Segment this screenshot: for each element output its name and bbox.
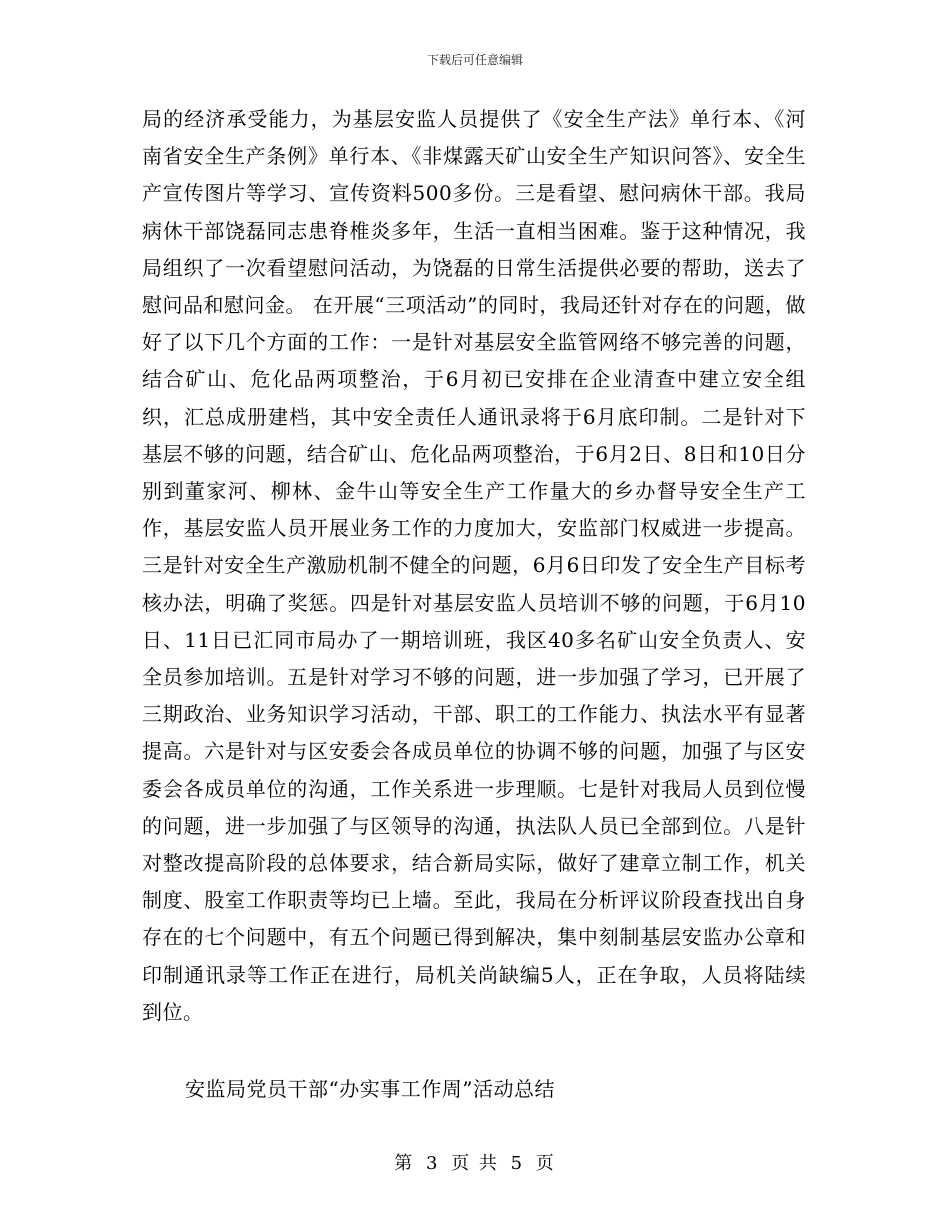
article-title: 安监局党员干部“办实事工作周”活动总结 [185,1077,555,1101]
footer-current-page: 3 [425,1153,440,1174]
page-number-footer [0,1152,950,1176]
footer-total-pages: 5 [510,1153,525,1174]
footer-prefix: 第 [394,1153,415,1174]
footer-middle: 页 共 [451,1153,499,1174]
body-paragraph: 局的经济承受能力，为基层安监人员提供了《安全生产法》单行本、《河南省安全生产条例》单行本、《非煤露天矿山安全生产知识问答》、安全生产宣传图片等学习、宣传资料500多份。三是看望、慰问病休干部。我局病休干部饶磊同志患脊椎炎多年，生活一直相当困难。鉴于这种情况，我局组织了一次看望慰问活动，为饶磊的日常生活提供必要的帮助，送去了慰问品和慰问金。 在开展“三项活动”的同时，我局还针对存在的问题，做好了以下几个方面的工作：一是针对基层安全监管网络不够完善的问题，结合矿山、危化品两项整治，于6月初已安排在企业清查中建立安全组织，汇总成册建档，其中安全责任人通讯录将于6月底印制。二是针对下基层不够的问题，结合矿山、危化品两项整治，于6月2日、8日和10日分别到董家河、柳林、金牛山等安全生产工作量大的乡办督导安全生产工作，基层安监人员开展业务工作的力度加大，安监部门权威进一步提高。三是针对安全生产激励机制不健全的问题，6月6日印发了安全生产目标考核办法，明确了奖惩。四是针对基层安监人员培训不够的问题，于6月10日、11日已汇同市局办了一期培训班，我区40多名矿山安全负责人、安全员参加培训。五是针对学习不够的问题，进一步加强了学习，已开展了三期政治、业务知识学习活动，干部、职工的工作能力、执法水平有显著提高。六是针对与区安委会各成员单位的协调不够的问题，加强了与区安委会各成员单位的沟通，工作关系进一步理顺。七是针对我局人员到位慢的问题，进一步加强了与区领导的沟通，执法队人员已全部到位。八是针对整改提高阶段的总体要求，结合新局实际，做好了建章立制工作，机关制度、股室工作职责等均已上墙。至此，我局在分析评议阶段查找出自身存在的七个问题中，有五个问题已得到解决，集中刻制基层安监办公章和印制通讯录等工作正在进行，局机关尚缺编5人，正在争取，人员将陆续到位。 [142,107,806,1024]
footer-suffix: 页 [535,1153,556,1174]
page-header-note: 下载后可任意编辑 [426,53,523,67]
